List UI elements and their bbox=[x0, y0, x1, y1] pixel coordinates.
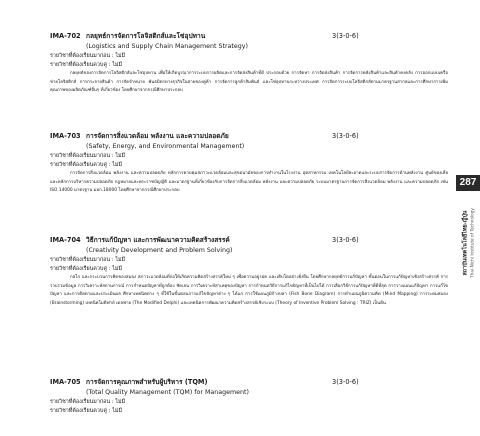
corequisite-value: ไม่มี bbox=[112, 62, 123, 68]
prerequisite-line: รายวิชาที่ต้องเรียนมาก่อน : ไม่มี bbox=[50, 257, 126, 263]
prerequisite-line: รายวิชาที่ต้องเรียนมาก่อน : ไม่มี bbox=[50, 399, 126, 405]
course-code: IMA-705 bbox=[50, 378, 81, 386]
course-title-english: (Safety, Energy, and Environmental Management) bbox=[86, 143, 245, 150]
institute-name-english: Thai-Nichi Institute of Technology bbox=[469, 207, 475, 278]
course-code: IMA-704 bbox=[50, 236, 81, 244]
prerequisite-value: ไม่มี bbox=[115, 399, 126, 405]
prerequisite-value: ไม่มี bbox=[115, 257, 126, 263]
course-description: กลไก และกระบวนการคิดของสมอง สภาวะแวดล้อมที่ก่อให้เกิดความคิดสร้างสรรค์ใหม่ ๆ เพื่อความอยู่รอด และเติบโตอย่างยั่งยืน โดยศึกษากลยุทธ์การแก้ปัญหา ขั้นตอนในการแก้ปัญหาเชิงสร้างสรรค์ การรวบรวมข้อมูล การวิเคราะห์สถานการณ์ การกำหนดปัญหาที่ถูกต้อง ชัดเจน การวิเคราะห์สาเหตุของปัญหา การกำหนดวิธีการแก้ไขปัญหาที่เป็นไปได้ การเลือกวิธีการแก้ปัญหาที่ดีที่สุด การวางแผนแก้ปัญหา การแก้ไขปัญหา และการติดตามและประเมินผล ศึกษาเทคนิคต่าง ๆ ที่ใช้ในขั้นตอนการแก้ไขปัญหาต่าง ๆ ได้แก่ การใช้แผนภูมิก้างปลา (Fish Bone Diagram) การทำแผนภูมิความคิด (Mind Mapping) การระดมสมอง (Brainstorming) เทคนิคโมดิฟาย์ เดลฟาย (The Modified Delphi) และเทคนิคการพัฒนาความคิดสร้างสรรค์เชิงระบบ (Theory of Inventive Problem Solving : TRIZ) เป็นต้น bbox=[50, 275, 448, 306]
corequisite-label: รายวิชาที่ต้องเรียนควบคู่ bbox=[50, 266, 107, 272]
prerequisite-label: รายวิชาที่ต้องเรียนมาก่อน bbox=[50, 153, 111, 159]
page-number: 287 bbox=[456, 175, 480, 191]
course-block-ima-702 bbox=[20, 30, 448, 96]
corequisite-label: รายวิชาที่ต้องเรียนควบคู่ bbox=[50, 162, 107, 168]
course-block-ima-705 bbox=[20, 376, 448, 416]
corequisite-value: ไม่มี bbox=[112, 162, 123, 168]
prerequisite-value: ไม่มี bbox=[115, 53, 126, 59]
corequisite-line: รายวิชาที่ต้องเรียนควบคู่ : ไม่มี bbox=[50, 162, 123, 168]
corequisite-value: ไม่มี bbox=[112, 408, 123, 414]
course-credits: 3(3-0-6) bbox=[332, 132, 359, 140]
course-credits: 3(3-0-6) bbox=[332, 32, 359, 40]
prerequisite-label: รายวิชาที่ต้องเรียนมาก่อน bbox=[50, 53, 111, 59]
course-title-thai: วิธีการแก้ปัญหา และการพัฒนาความคิดสร้างสรรค์ bbox=[86, 236, 230, 244]
course-title-thai: การจัดการคุณภาพสำหรับผู้บริหาร (TQM) bbox=[86, 378, 208, 386]
course-code: IMA-702 bbox=[50, 32, 81, 40]
institute-name-thai: สถาบันเทคโนโลยีไทย-ญี่ปุ่น bbox=[462, 210, 469, 275]
course-credits: 3(3-0-6) bbox=[332, 378, 359, 386]
course-block-ima-703 bbox=[20, 130, 448, 196]
course-title-english: (Creativity Development and Problem Solving) bbox=[86, 247, 233, 254]
corequisite-label: รายวิชาที่ต้องเรียนควบคู่ bbox=[50, 408, 107, 414]
corequisite-value: ไม่มี bbox=[112, 266, 123, 272]
prerequisite-line: รายวิชาที่ต้องเรียนมาก่อน : ไม่มี bbox=[50, 53, 126, 59]
course-description: การจัดการสิ่งแวดล้อม พลังงาน และความปลอดภัย หลักการควบคุมสภาวะแวดล้อมและสุขอนามัยของการทำงานในโรงงาน อุตสาหกรรม เทคโนโลยีสะอาดและระบบการจัดการด้านพลังงาน ศูนย์ของเสียและหลักการบริหารความปลอดภัย กฎหมายและพระราชบัญญัติ และมาตรฐานที่เกี่ยวข้องกับการจัดการสิ่งแวดล้อม พลังงาน และความปลอดภัย ระบบมาตรฐานการจัดการสิ่งแวดล้อม พลังงาน และความปลอดภัย เช่น ISO 14000 มาตรฐาน มอก.18000 โดยศึกษาจากกรณีศึกษาประกอบ bbox=[50, 171, 448, 194]
corequisite-line: รายวิชาที่ต้องเรียนควบคู่ : ไม่มี bbox=[50, 408, 123, 414]
prerequisite-value: ไม่มี bbox=[115, 153, 126, 159]
course-title-english: (Total Quality Management (TQM) for Management) bbox=[86, 389, 249, 396]
prerequisite-label: รายวิชาที่ต้องเรียนมาก่อน bbox=[50, 399, 111, 405]
course-title-thai: การจัดการสิ่งแวดล้อม พลังงาน และความปลอดภัย bbox=[86, 132, 229, 140]
course-block-ima-704 bbox=[20, 234, 448, 308]
course-code: IMA-703 bbox=[50, 132, 81, 140]
side-label bbox=[458, 195, 478, 290]
course-credits: 3(3-0-6) bbox=[332, 236, 359, 244]
corequisite-line: รายวิชาที่ต้องเรียนควบคู่ : ไม่มี bbox=[50, 62, 123, 68]
corequisite-line: รายวิชาที่ต้องเรียนควบคู่ : ไม่มี bbox=[50, 266, 123, 272]
corequisite-label: รายวิชาที่ต้องเรียนควบคู่ bbox=[50, 62, 107, 68]
course-description: กลยุทธ์ของการจัดการโลจิสติกส์และโซ่อุปทาน เพื่อให้เกิดบูรณาการระบบการผลิตและการจัดส่งสินค้าที่ดี ประกอบด้วย การจัดหา การจัดส่งสินค้า การจัดการคลังสินค้าและสินค้าคงคลัง การออกแบบเครือข่ายโลจิสติกส์ การกระจายสินค้า การจัดจำหน่าย พันธมิตรทางธุรกิจในสายของคู่ค้า การจัดการลูกค้าสัมพันธ์ และโซ่อุปทานระหว่างประเทศ การจัดการระบบโลจิสติกส์ตามมาตรฐานสากลและการศึกษาการเพิ่มคุณภาพของผลิตภัณฑ์อื่นๆ ที่เกี่ยวข้อง โดยศึกษาจากกรณีศึกษาประกอบ bbox=[50, 71, 448, 94]
prerequisite-line: รายวิชาที่ต้องเรียนมาก่อน : ไม่มี bbox=[50, 153, 126, 159]
course-title-thai: กลยุทธ์การจัดการโลจิสติกส์และโซ่อุปทาน bbox=[86, 32, 206, 40]
prerequisite-label: รายวิชาที่ต้องเรียนมาก่อน bbox=[50, 257, 111, 263]
course-title-english: (Logistics and Supply Chain Management Strategy) bbox=[86, 43, 248, 50]
